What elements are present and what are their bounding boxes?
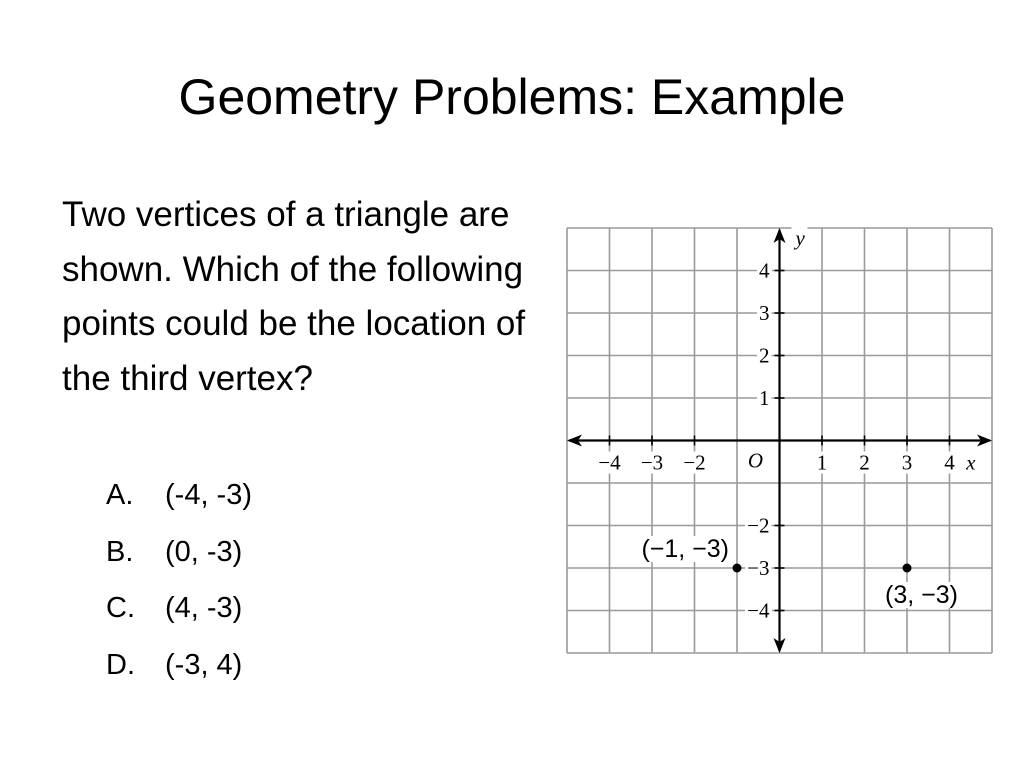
y-tick-label: 1 — [759, 386, 770, 410]
y-tick-label: −4 — [747, 598, 770, 623]
x-tick-label: −4 — [598, 450, 621, 475]
y-tick-label: 4 — [759, 258, 770, 283]
y-tick-label: −3 — [747, 556, 770, 580]
choice-b — [106, 524, 252, 581]
y-axis-label: y — [795, 225, 805, 250]
x-tick-label: −2 — [683, 450, 706, 475]
choice-d-letter: D. — [106, 648, 135, 681]
point-label: (3, −3) — [885, 581, 958, 609]
x-tick-label: 4 — [944, 450, 955, 475]
choice-b-letter: B. — [106, 535, 134, 568]
question-text: Two vertices of a triangle are shown. Which of the following points could be the location of the third vertex? — [62, 195, 526, 398]
choice-c-letter: C. — [106, 592, 135, 624]
plotted-point — [733, 564, 742, 573]
choice-a — [106, 467, 252, 524]
choice-a-text: (-4, -3) — [165, 479, 252, 511]
choice-d-text: (-3, 4) — [165, 648, 243, 681]
origin-label: O — [747, 448, 764, 473]
choice-a-letter: A. — [106, 479, 134, 511]
y-tick-label: −2 — [747, 513, 770, 538]
choice-c — [106, 580, 252, 637]
slide-title: Geometry Problems: Example — [178, 69, 846, 125]
x-tick-label: 1 — [816, 450, 828, 475]
y-tick-label: 2 — [759, 343, 770, 368]
y-tick-label: 3 — [759, 301, 770, 325]
choice-d — [106, 637, 252, 694]
plotted-point — [903, 564, 912, 573]
x-tick-label: −3 — [640, 450, 664, 475]
answer-choices — [106, 467, 252, 693]
x-tick-label: 3 — [901, 450, 913, 475]
coordinate-plane — [560, 220, 1005, 665]
x-tick-label: 2 — [859, 450, 870, 475]
choice-b-text: (0, -3) — [165, 535, 243, 568]
point-label: (−1, −3) — [641, 535, 729, 563]
x-axis-label: x — [966, 450, 976, 475]
choice-c-text: (4, -3) — [165, 592, 243, 624]
